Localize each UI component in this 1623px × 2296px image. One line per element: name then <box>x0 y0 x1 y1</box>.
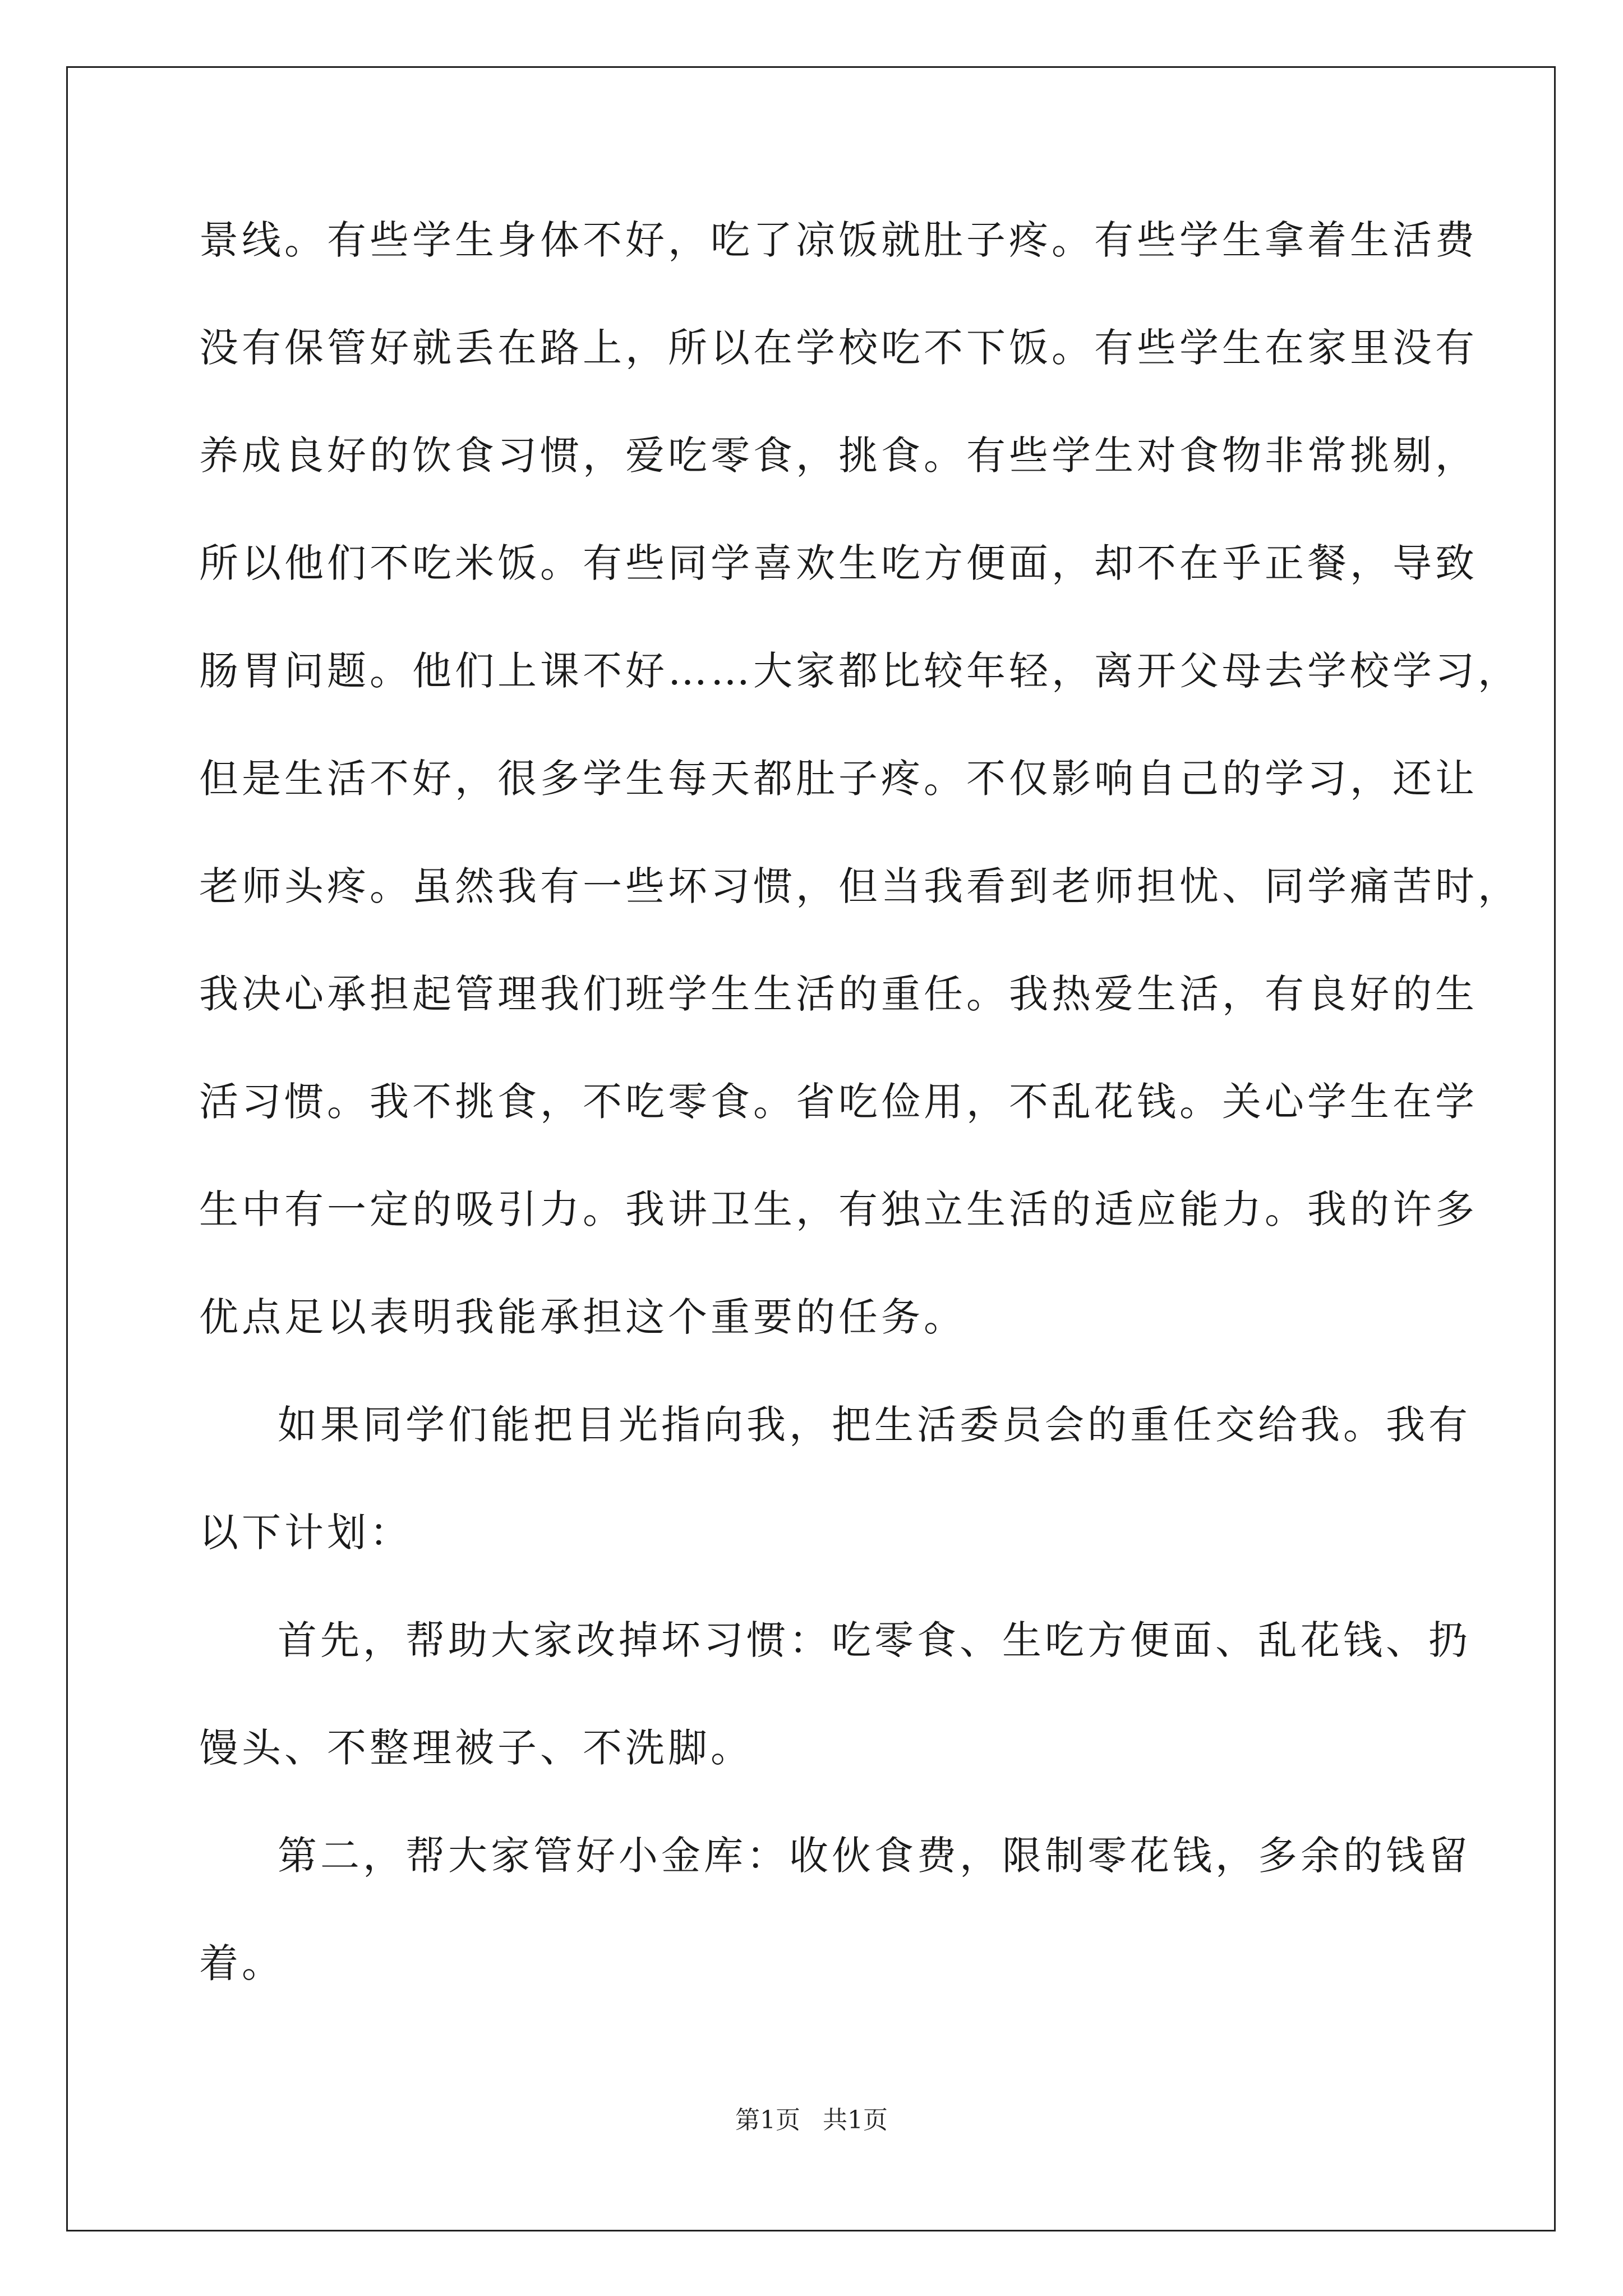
text-line: 所以他们不吃米饭。有些同学喜欢生吃方便面，却不在乎正餐，导致 <box>199 540 1478 586</box>
page-footer <box>0 2104 1623 2137</box>
paragraph-start-line: 首先，帮助大家改掉坏习惯：吃零食、生吃方便面、乱花钱、扔 <box>278 1617 1471 1663</box>
text-line: 肠胃问题。他们上课不好……大家都比较年轻，离开父母去学校学习， <box>199 648 1520 694</box>
page-number-total: 共1页 <box>823 2106 888 2134</box>
page-number-current: 第1页 <box>735 2106 800 2134</box>
text-line: 景线。有些学生身体不好，吃了凉饭就肚子疼。有些学生拿着生活费 <box>199 217 1478 263</box>
text-line: 生中有一定的吸引力。我讲卫生，有独立生活的适应能力。我的许多 <box>199 1186 1478 1232</box>
text-line: 优点足以表明我能承担这个重要的任务。 <box>199 1294 966 1340</box>
paragraph-start-line: 第二，帮大家管好小金库：收伙食费，限制零花钱，多余的钱留 <box>278 1833 1471 1879</box>
text-line: 活习惯。我不挑食，不吃零食。省吃俭用，不乱花钱。关心学生在学 <box>199 1079 1478 1125</box>
text-line: 老师头疼。虽然我有一些坏习惯，但当我看到老师担忧、同学痛苦时， <box>199 863 1520 909</box>
text-line: 我决心承担起管理我们班学生生活的重任。我热爱生活，有良好的生 <box>199 971 1478 1017</box>
text-line: 但是生活不好，很多学生每天都肚子疼。不仅影响自己的学习，还让 <box>199 756 1478 802</box>
document-body <box>199 212 1520 2043</box>
text-line: 没有保管好就丢在路上，所以在学校吃不下饭。有些学生在家里没有 <box>199 325 1478 371</box>
text-line: 养成良好的饮食习惯，爱吃零食，挑食。有些学生对食物非常挑剔， <box>199 432 1478 478</box>
text-line: 以下计划： <box>199 1510 412 1556</box>
text-line: 馒头、不整理被子、不洗脚。 <box>199 1725 753 1771</box>
paragraph-start-line: 如果同学们能把目光指向我，把生活委员会的重任交给我。我有 <box>278 1402 1471 1448</box>
text-line: 着。 <box>199 1940 284 1986</box>
